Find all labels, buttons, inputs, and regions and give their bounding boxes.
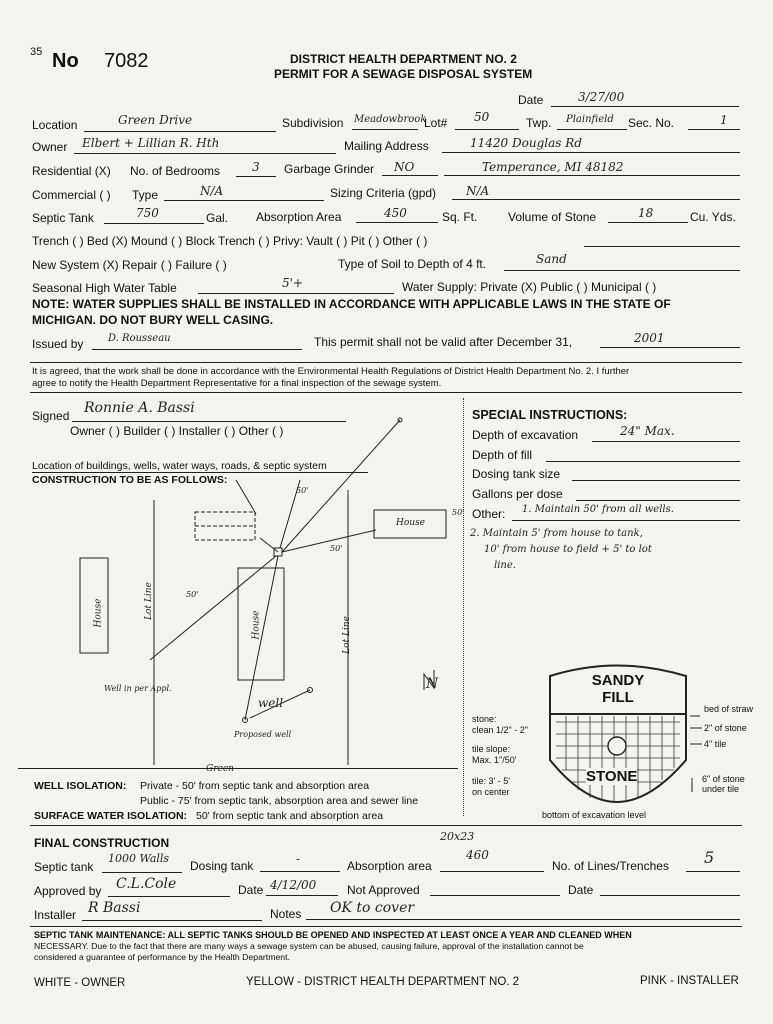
location-value: Green Drive xyxy=(118,113,193,127)
bedrooms-label: No. of Bedrooms xyxy=(130,164,221,178)
stone-value: 18 xyxy=(638,206,654,220)
construction-label: CONSTRUCTION TO BE AS FOLLOWS: xyxy=(32,474,228,486)
installer-line xyxy=(82,920,262,921)
isolation-note: Green xyxy=(206,764,234,774)
depth-excavation-value: 24" Max. xyxy=(620,424,675,438)
final-absorption-line xyxy=(440,871,544,872)
type-value: N/A xyxy=(200,184,224,198)
other-label: Other: xyxy=(472,507,506,521)
notes-line xyxy=(306,919,740,920)
special-note-2a: 2. Maintain 5' from house to tank, xyxy=(470,528,643,539)
stone-spec-value: clean 1/2" - 2" xyxy=(472,725,528,735)
form-subtitle: PERMIT FOR A SEWAGE DISPOSAL SYSTEM xyxy=(274,67,533,81)
garbage-value: NO xyxy=(394,160,415,174)
straw-label: bed of straw xyxy=(704,704,754,714)
tile-slope-label: tile slope: xyxy=(472,744,511,754)
notes-label: Notes xyxy=(270,907,302,921)
installer-label: Installer xyxy=(34,908,77,922)
well-label: well xyxy=(258,696,284,710)
lot-value: 50 xyxy=(474,110,490,124)
approved-value: C.L.Cole xyxy=(116,876,177,892)
lot-line-right-label: Lot Line xyxy=(341,616,352,654)
issued-label: Issued by xyxy=(32,337,84,351)
agreement-line-1: It is agreed, that the work shall be done in accordance with the Environmental Health Regulations of District Health Department No. 2. I further xyxy=(32,366,630,377)
maintenance-line-3: considered a guarantee of performance by the Health Department. xyxy=(34,952,290,962)
system-status-row: New System (X) Repair ( ) Failure ( ) xyxy=(32,258,227,272)
note-line-2: MICHIGAN. DO NOT BURY WELL CASING. xyxy=(32,313,274,327)
final-dosing-label: Dosing tank xyxy=(190,859,254,873)
final-septic-label: Septic tank xyxy=(34,860,94,874)
depth-excavation-label: Depth of excavation xyxy=(472,428,579,442)
final-dosing-value: - xyxy=(296,852,301,866)
final-dosing-line xyxy=(260,871,340,872)
well-isolation-private: Private - 50' from septic tank and absorption area xyxy=(140,780,370,792)
absorption-label: Absorption Area xyxy=(256,210,342,224)
final-septic-line xyxy=(102,872,182,873)
residential-label: Residential (X) xyxy=(32,164,111,178)
city-value: Temperance, MI 48182 xyxy=(482,160,624,174)
surface-isolation-text: 50' from septic tank and absorption area xyxy=(196,810,384,822)
well-isolation-label: WELL ISOLATION: xyxy=(34,780,127,792)
tile-4in-label: 4" tile xyxy=(704,739,727,749)
installer-value: R Bassi xyxy=(88,900,141,916)
house-right-label: House xyxy=(396,518,426,528)
dosing-size-label: Dosing tank size xyxy=(472,467,561,481)
tile-spacing-label: tile: 3' - 5' xyxy=(472,776,510,786)
soil-label: Type of Soil to Depth of 4 ft. xyxy=(338,257,487,271)
depth-fill-label: Depth of fill xyxy=(472,448,533,462)
final-absorption-value: 460 xyxy=(466,848,489,862)
divider xyxy=(30,926,742,927)
note-line-1: NOTE: WATER SUPPLIES SHALL BE INSTALLED IN ACCORDANCE WITH APPLICABLE LAWS IN THE STATE OF xyxy=(32,297,671,311)
issued-value: D. Rousseau xyxy=(108,333,171,344)
no-label: No xyxy=(52,50,79,72)
not-approved-line xyxy=(430,895,560,896)
house-center-label: House xyxy=(251,610,262,640)
sketch-label: Location of buildings, wells, water ways, roads, & septic system xyxy=(32,460,327,472)
sec-value: 1 xyxy=(720,113,728,127)
approved-date-line xyxy=(266,895,338,896)
garbage-label: Garbage Grinder xyxy=(284,162,375,176)
final-construction-title: FINAL CONSTRUCTION xyxy=(34,836,170,850)
septic-value: 750 xyxy=(136,206,159,220)
lot-label: Lot# xyxy=(424,116,448,130)
signed-label: Signed xyxy=(32,409,70,423)
dimension-label: 50' xyxy=(186,590,199,599)
mailing-label: Mailing Address xyxy=(344,139,429,153)
owner-value: Elbert + Lillian R. Hth xyxy=(82,136,220,150)
gal-label: Gal. xyxy=(206,211,229,225)
proposed-well-label: Proposed well xyxy=(234,730,292,739)
form-prefix: 35 xyxy=(30,46,43,58)
dimension-label: 50' xyxy=(452,508,465,517)
special-instructions-title: SPECIAL INSTRUCTIONS: xyxy=(472,408,628,422)
date-label: Date xyxy=(518,93,544,107)
absorption-value: 450 xyxy=(384,206,407,220)
divider xyxy=(18,768,458,769)
maintenance-line-2: NECESSARY. Due to the fact that there are many ways a sewage system can be abused, causing failure, approval of the installation cannot be xyxy=(34,941,584,951)
owner-label: Owner xyxy=(32,140,68,154)
not-approved-date-label: Date xyxy=(568,883,594,897)
septic-label: Septic Tank xyxy=(32,211,94,225)
twp-value: Plainfield xyxy=(566,114,614,125)
sizing-value: N/A xyxy=(466,184,490,198)
sqft-label: Sq. Ft. xyxy=(442,210,478,224)
permit-number: 7082 xyxy=(104,50,149,72)
gallons-dose-label: Gallons per dose xyxy=(472,487,563,501)
well-isolation-public: Public - 75' from septic tank, absorption area and sewer line xyxy=(140,795,419,807)
sec-label: Sec. No. xyxy=(628,116,675,130)
copy-white: WHITE - OWNER xyxy=(34,977,126,989)
valid-label: This permit shall not be valid after December 31, xyxy=(314,335,573,349)
lines-trenches-label: No. of Lines/Trenches xyxy=(552,859,669,873)
surface-isolation-label: SURFACE WATER ISOLATION: xyxy=(34,810,188,822)
subdivision-label: Subdivision xyxy=(282,116,344,130)
approved-date-value: 4/12/00 xyxy=(270,878,317,892)
final-septic-value: 1000 Walls xyxy=(108,852,170,865)
final-absorption-label: Absorption area xyxy=(347,859,432,873)
water-table-label: Seasonal High Water Table xyxy=(32,281,177,295)
subdivision-value: Meadowbrook xyxy=(354,114,427,125)
stone-label: Volume of Stone xyxy=(508,210,597,224)
location-label: Location xyxy=(32,118,78,132)
construction-type-row: Trench ( ) Bed (X) Mound ( ) Block Trench ( ) Privy: Vault ( ) Pit ( ) Other ( ) xyxy=(32,234,428,248)
commercial-label: Commercial ( ) xyxy=(32,188,111,202)
maintenance-line-1: SEPTIC TANK MAINTENANCE: ALL SEPTIC TANKS SHOULD BE OPENED AND INSPECTED AT LEAST ONCE A YEAR AND CLEANED WHEN xyxy=(34,930,632,940)
lines-trenches-value: 5 xyxy=(704,848,715,867)
stone-2in-label: 2" of stone xyxy=(704,723,747,733)
lot-line-left-label: Lot Line xyxy=(143,582,154,620)
not-approved-date-line xyxy=(600,895,740,896)
signer-roles: Owner ( ) Builder ( ) Installer ( ) Other ( ) xyxy=(70,424,284,438)
water-supply-row: Water Supply: Private (X) Public ( ) Municipal ( ) xyxy=(402,280,657,294)
north-arrow: N xyxy=(426,676,439,692)
not-approved-label: Not Approved xyxy=(347,883,420,897)
well-note: Well in per Appl. xyxy=(104,684,172,693)
stone-spec-label: stone: xyxy=(472,714,497,724)
approved-label: Approved by xyxy=(34,884,102,898)
stone-label: STONE xyxy=(586,768,638,785)
approved-line xyxy=(108,896,230,897)
special-note-2b: 10' from house to field + 5' to lot xyxy=(484,544,652,555)
approved-date-label: Date xyxy=(238,883,264,897)
house-left-label: House xyxy=(93,598,104,628)
lines-trenches-line xyxy=(686,871,740,872)
bottom-excavation-label: bottom of excavation level xyxy=(542,810,647,820)
tile-slope-value: Max. 1"/50' xyxy=(472,755,517,765)
sizing-label: Sizing Criteria (gpd) xyxy=(330,186,437,200)
dimension-label: 50' xyxy=(330,544,343,553)
special-note-2c: line. xyxy=(494,560,516,571)
water-table-value: 5'+ xyxy=(282,276,303,290)
absorption-note: 20x23 xyxy=(440,830,475,843)
dimension-label: 50' xyxy=(296,486,309,495)
notes-value: OK to cover xyxy=(330,900,415,916)
twp-label: Twp. xyxy=(526,116,552,130)
cuyds-label: Cu. Yds. xyxy=(690,210,736,224)
signature: Ronnie A. Bassi xyxy=(84,400,195,416)
bedrooms-value: 3 xyxy=(252,160,260,174)
mailing-value: 11420 Douglas Rd xyxy=(470,136,582,150)
stone-6in-label-2: under tile xyxy=(702,784,740,794)
tile-spacing-value: on center xyxy=(472,787,510,797)
copy-yellow: YELLOW - DISTRICT HEALTH DEPARTMENT NO. 2 xyxy=(246,976,520,988)
soil-value: Sand xyxy=(536,252,567,266)
type-label: Type xyxy=(132,188,159,202)
sandy-fill-label: SANDY FILL xyxy=(591,672,645,706)
valid-value: 2001 xyxy=(634,331,665,345)
other-value: 1. Maintain 50' from all wells. xyxy=(522,504,674,515)
form-title: DISTRICT HEALTH DEPARTMENT NO. 2 xyxy=(290,52,517,66)
agreement-line-2: agree to notify the Health Department Representative for a final inspection of the sewage system. xyxy=(32,378,442,389)
copy-pink: PINK - INSTALLER xyxy=(640,975,739,987)
date-value: 3/27/00 xyxy=(578,90,625,104)
stone-6in-label: 6" of stone xyxy=(702,774,745,784)
divider xyxy=(30,825,742,826)
